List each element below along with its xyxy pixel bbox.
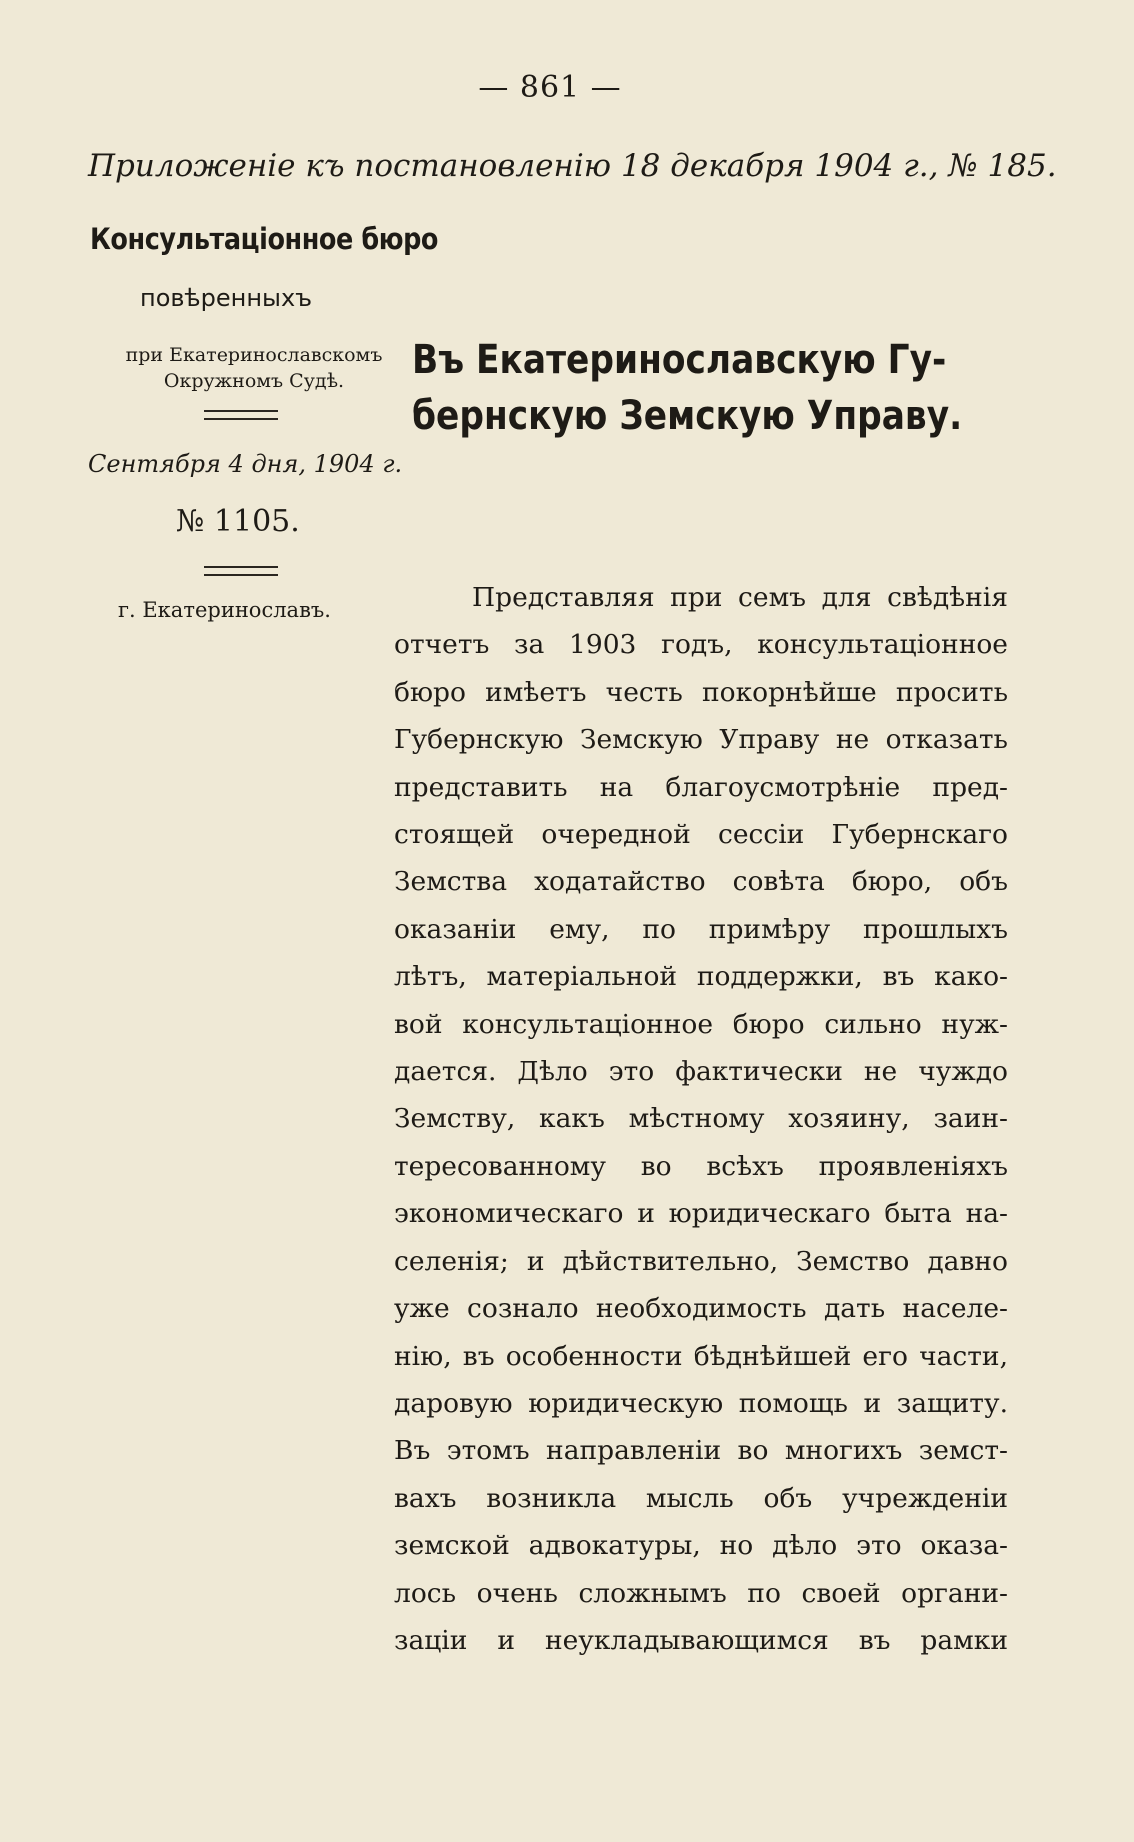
addressee-line-2: бернскую Земскую Управу. xyxy=(412,393,963,439)
body-line: Въ этомъ направленіи во многихъ земст- xyxy=(394,1435,1008,1467)
body-line: отчетъ за 1903 годъ, консультаціонное xyxy=(394,629,1008,661)
body-line: представить на благоусмотрѣніе пред- xyxy=(394,771,1008,803)
org-subtitle: повѣренныхъ xyxy=(140,284,313,312)
divider-rule xyxy=(204,566,278,576)
body-line: нію, въ особенности бѣднѣйшей его части, xyxy=(394,1340,1008,1372)
body-line: экономическаго и юридическаго быта на- xyxy=(394,1198,1008,1230)
appendix-line: Приложеніе къ постановленію 18 декабря 1904 г., № 185. xyxy=(88,148,1057,184)
body-line: вой консультаціонное бюро сильно нуж- xyxy=(394,1008,1008,1040)
addressee xyxy=(412,332,963,444)
divider-rule xyxy=(204,410,278,420)
body-line: Земства ходатайство совѣта бюро, объ xyxy=(394,866,1008,898)
letter-body xyxy=(394,574,1008,1664)
body-line: заціи и неукладывающимся въ рамки xyxy=(394,1624,1008,1656)
body-line: лѣтъ, матеріальной поддержки, въ како- xyxy=(394,961,1008,993)
body-line: бюро имѣетъ честь покорнѣйше просить xyxy=(394,676,1008,708)
body-line: даровую юридическую помощь и защиту. xyxy=(394,1387,1008,1419)
body-line: уже сознало необходимость дать населе- xyxy=(394,1293,1008,1325)
body-line: земской адвокатуры, но дѣло это оказа- xyxy=(394,1530,1008,1562)
body-line: тересованному во всѣхъ проявленіяхъ xyxy=(394,1150,1008,1182)
body-line: лось очень сложнымъ по своей органи- xyxy=(394,1577,1008,1609)
body-line: Представляя при семъ для свѣдѣнія xyxy=(472,582,1008,613)
letter-number: № 1105. xyxy=(176,504,300,539)
org-title: Консультаціонное бюро xyxy=(90,222,439,256)
body-line: стоящей очередной сессіи Губернскаго xyxy=(394,819,1008,851)
body-line: селенія; и дѣйствительно, Земство давно xyxy=(394,1245,1008,1277)
body-line: оказаніи ему, по примѣру прошлыхъ xyxy=(394,913,1008,945)
court-line-2: Окружномъ Судѣ. xyxy=(163,370,345,392)
body-line: Губернскую Земскую Управу не отказать xyxy=(394,724,1008,756)
body-line: дается. Дѣло это фактически не чуждо xyxy=(394,1056,1008,1088)
page-number: — 861 — xyxy=(478,70,622,105)
city-line: г. Екатеринославъ. xyxy=(118,598,331,622)
court-line-1: при Екатеринославскомъ xyxy=(125,344,383,366)
body-line: Земству, какъ мѣстному хозяину, заин- xyxy=(394,1103,1008,1135)
letter-date: Сентября 4 дня, 1904 г. xyxy=(88,450,403,478)
addressee-line-1: Въ Екатеринославскую Гу- xyxy=(412,337,947,383)
body-line: вахъ возникла мысль объ учрежденіи xyxy=(394,1482,1008,1514)
